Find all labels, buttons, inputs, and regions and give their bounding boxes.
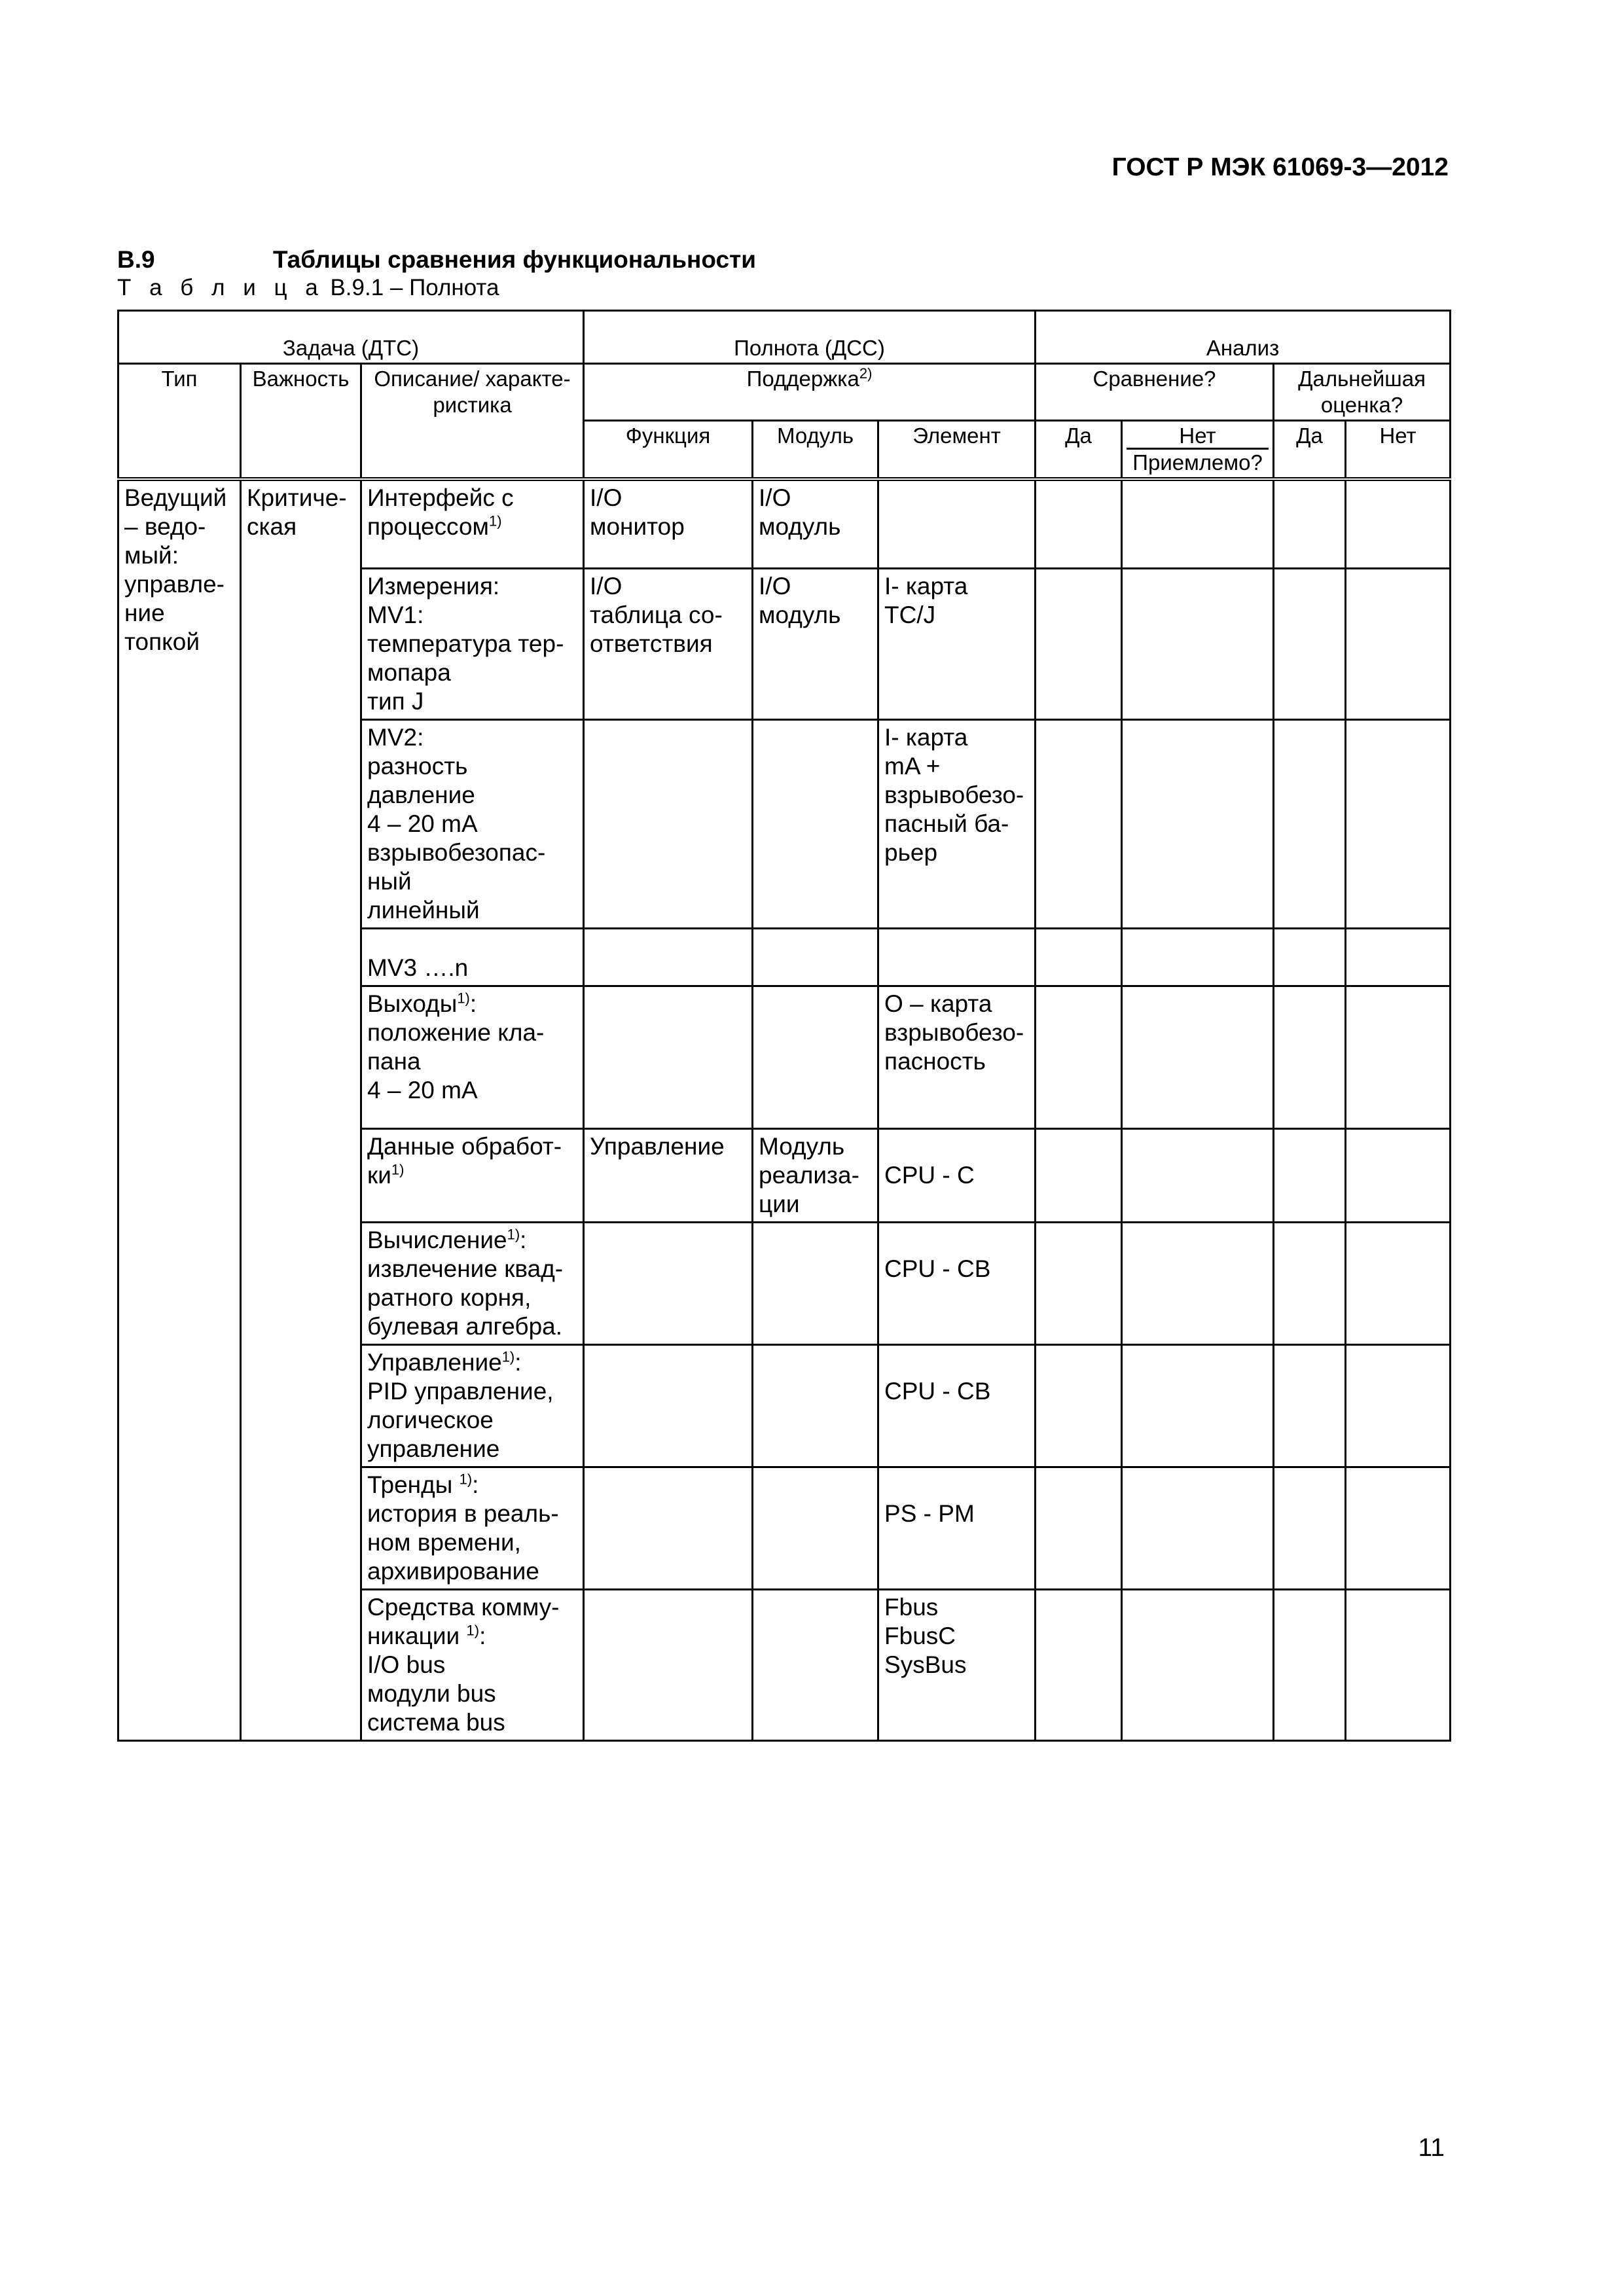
- cell-module: I/O модуль: [753, 568, 878, 719]
- cell-no: [1122, 1128, 1274, 1222]
- completeness-table: [117, 310, 1451, 1742]
- cell-function: [584, 986, 753, 1128]
- group-analysis: Анализ: [1036, 311, 1451, 364]
- footnote-ref: 1): [501, 1348, 515, 1365]
- cell-yes-2: [1274, 719, 1346, 928]
- section-title: Таблицы сравнения функциональности: [273, 246, 756, 273]
- cell-yes: [1036, 1128, 1122, 1222]
- cell-description: Данные обработ- $ки^{1)}$: [361, 1128, 584, 1222]
- footnote-ref: 1): [488, 512, 502, 529]
- cell-no: [1122, 568, 1274, 719]
- cell-description: MV2: разность давление 4 – 20 mA взрывобезопас- ный линейный: [361, 719, 584, 928]
- cell-no: [1122, 986, 1274, 1128]
- cell-no: [1122, 479, 1274, 568]
- cell-element: O – карта взрывобезо- пасность: [878, 986, 1036, 1128]
- cell-element: I- карта TC/J: [878, 568, 1036, 719]
- col-element: Элемент: [878, 421, 1036, 480]
- col-yes: Да: [1036, 421, 1122, 480]
- cell-yes-2: [1274, 568, 1346, 719]
- cell-yes-2: [1274, 479, 1346, 568]
- cell-element: I- карта mA + взрывобезо- пасный ба- рьер: [878, 719, 1036, 928]
- cell-element: Fbus FbusC SysBus: [878, 1589, 1036, 1740]
- cell-yes: [1036, 1344, 1122, 1467]
- cell-element: [878, 928, 1036, 986]
- cell-module: [753, 928, 878, 986]
- footnote-ref: 1): [391, 1161, 405, 1178]
- table-row: [118, 479, 1451, 568]
- col-description: Описание/ характе- ристика: [361, 364, 584, 480]
- footnote-ref: 1): [466, 1622, 480, 1639]
- footnote-ref: 1): [459, 1471, 473, 1488]
- cell-function: I/O таблица со- ответствия: [584, 568, 753, 719]
- cell-function: Управление: [584, 1128, 753, 1222]
- col-support: [584, 364, 1036, 421]
- cell-no-2: [1346, 568, 1451, 719]
- footnote-ref: 1): [457, 990, 470, 1007]
- cell-no-2: [1346, 1128, 1451, 1222]
- col-further: Дальнейшая оценка?: [1274, 364, 1451, 421]
- cell-function: [584, 1344, 753, 1467]
- support-label: Поддержка: [746, 367, 859, 391]
- cell-yes: [1036, 1222, 1122, 1344]
- cell-element: PS - PM: [878, 1467, 1036, 1589]
- section-heading: [117, 246, 756, 274]
- col-acceptable: Приемлемо?: [1132, 450, 1263, 475]
- cell-type: Ведущий – ведо- мый: управле- ние топкой: [118, 479, 241, 1740]
- cell-yes: [1036, 928, 1122, 986]
- cell-description: Средства комму- никации $^{1)}$: I/O bus модули bus система bus: [361, 1589, 584, 1740]
- cell-module: I/O модуль: [753, 479, 878, 568]
- header-row-groups: [118, 311, 1451, 364]
- cell-yes-2: [1274, 928, 1346, 986]
- cell-description: Управление$^{1)}$: PID управление, логическое управление: [361, 1344, 584, 1467]
- cell-element: CPU - CB: [878, 1222, 1036, 1344]
- cell-no-2: [1346, 719, 1451, 928]
- cell-no-2: [1346, 986, 1451, 1128]
- col-function: Функция: [584, 421, 753, 480]
- cell-no-2: [1346, 1222, 1451, 1344]
- table-caption: [117, 275, 499, 301]
- cell-yes-2: [1274, 1344, 1346, 1467]
- cell-yes-2: [1274, 1128, 1346, 1222]
- cell-no-2: [1346, 479, 1451, 568]
- cell-module: [753, 1222, 878, 1344]
- cell-function: [584, 1222, 753, 1344]
- cell-yes-2: [1274, 1222, 1346, 1344]
- cell-yes: [1036, 1467, 1122, 1589]
- cell-module: [753, 986, 878, 1128]
- col-no: [1122, 421, 1274, 480]
- cell-yes: [1036, 719, 1122, 928]
- cell-function: [584, 928, 753, 986]
- cell-element: CPU - CB: [878, 1344, 1036, 1467]
- cell-module: [753, 719, 878, 928]
- col-no-2: Нет: [1346, 421, 1451, 480]
- group-task: Задача (ДТС): [118, 311, 584, 364]
- cell-function: I/O монитор: [584, 479, 753, 568]
- group-completeness: Полнота (ДСС): [584, 311, 1036, 364]
- col-module: Модуль: [753, 421, 878, 480]
- cell-yes-2: [1274, 1589, 1346, 1740]
- cell-no: [1122, 1344, 1274, 1467]
- page-number: 11: [1418, 2134, 1445, 2162]
- col-yes-2: Да: [1274, 421, 1346, 480]
- cell-no-2: [1346, 1344, 1451, 1467]
- cell-no-2: [1346, 1589, 1451, 1740]
- cell-yes: [1036, 479, 1122, 568]
- cell-element: CPU - C: [878, 1128, 1036, 1222]
- cell-no: [1122, 1467, 1274, 1589]
- cell-no-2: [1346, 928, 1451, 986]
- caption-text: B.9.1 – Полнота: [323, 275, 499, 300]
- footnote-ref: 1): [507, 1226, 520, 1243]
- cell-function: [584, 719, 753, 928]
- cell-description: MV3 ….n: [361, 928, 584, 986]
- cell-description: Интерфейс с процессом$^{1)}$: [361, 479, 584, 568]
- cell-description: Вычисление$^{1)}$: извлечение квад- ратного корня, булевая алгебра.: [361, 1222, 584, 1344]
- cell-no: [1122, 1589, 1274, 1740]
- cell-module: [753, 1344, 878, 1467]
- col-type: Тип: [118, 364, 241, 480]
- cell-element: [878, 479, 1036, 568]
- cell-module: [753, 1467, 878, 1589]
- cell-description: Измерения: MV1: температура тер- мопара тип J: [361, 568, 584, 719]
- cell-no: [1122, 928, 1274, 986]
- cell-description: Выходы$^{1)}$: положение кла- пана 4 – 20 mA: [361, 986, 584, 1128]
- cell-no: [1122, 1222, 1274, 1344]
- cell-no: [1122, 719, 1274, 928]
- cell-yes: [1036, 1589, 1122, 1740]
- section-number: B.9: [117, 246, 155, 273]
- cell-yes: [1036, 568, 1122, 719]
- cell-module: Модуль реализа- ции: [753, 1128, 878, 1222]
- cell-yes-2: [1274, 1467, 1346, 1589]
- col-no-label: Нет: [1127, 423, 1269, 450]
- caption-prefix: Т а б л и ц а: [117, 275, 324, 300]
- cell-function: [584, 1589, 753, 1740]
- cell-no-2: [1346, 1467, 1451, 1589]
- standard-designation: ГОСТ Р МЭК 61069-3—2012: [1111, 153, 1449, 181]
- cell-description: Тренды $^{1)}$: история в реаль- ном времени, архивирование: [361, 1467, 584, 1589]
- col-comparison: Сравнение?: [1036, 364, 1274, 421]
- support-footnote: 2): [859, 365, 873, 382]
- col-importance: Важность: [241, 364, 361, 480]
- cell-module: [753, 1589, 878, 1740]
- cell-yes-2: [1274, 986, 1346, 1128]
- cell-yes: [1036, 986, 1122, 1128]
- header-row-2: [118, 364, 1451, 421]
- cell-function: [584, 1467, 753, 1589]
- cell-importance: Критиче- ская: [241, 479, 361, 1740]
